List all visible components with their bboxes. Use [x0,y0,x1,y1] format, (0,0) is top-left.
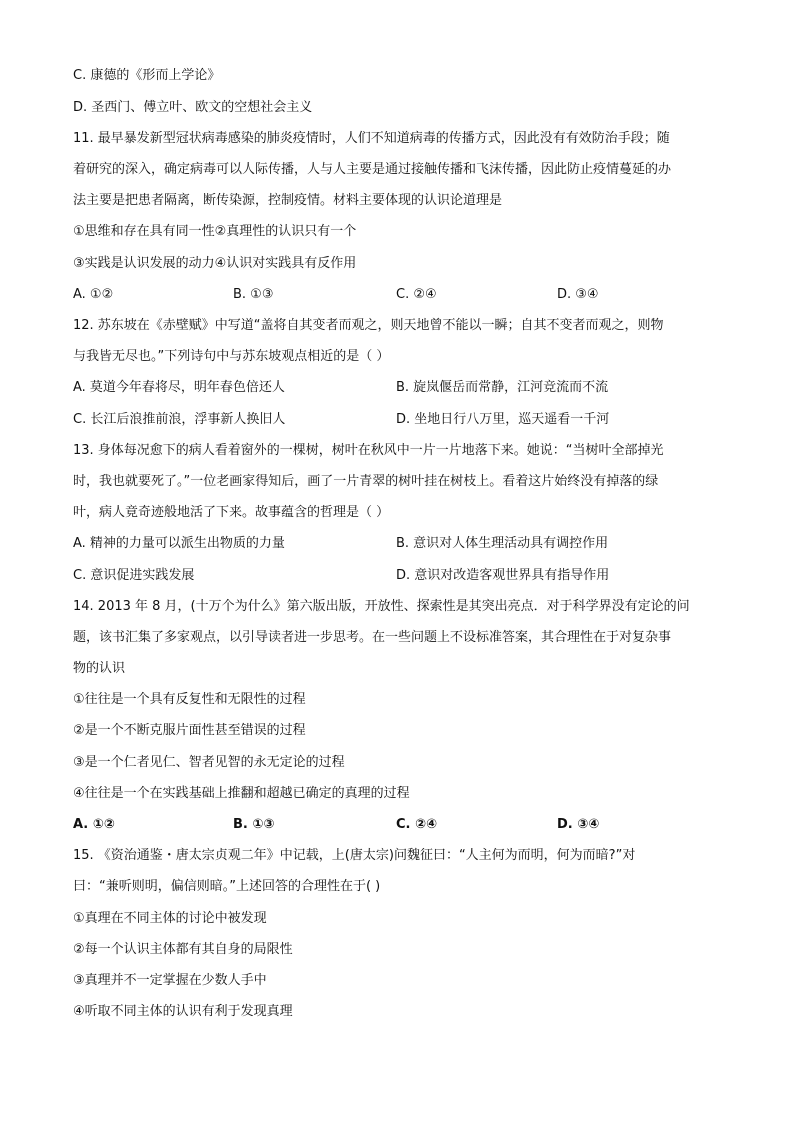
q12-stem-line: 与我皆无尽也。”下列诗句中与苏东坡观点相近的是（ ） [73,349,390,364]
q15-stem-line: 曰：“兼听则明，偏信则暗。”上述回答的合理性在于( ) [73,879,381,894]
q15-stem-line: 15. 《资治通鉴・唐太宗贞观二年》中记载，上(唐太宗)问魏征曰：“人主何为而明，何为而暗?”对 [73,848,636,863]
q14-item: ①往往是一个具有反复性和无限性的过程 [73,692,306,707]
q14-stem-line: 物的认识 [73,661,126,676]
q13-option-a: A. 精神的力量可以派生出物质的力量 [73,536,285,551]
q14-item: ②是一个不断克服片面性甚至错误的过程 [73,723,306,738]
q14-stem-line: 14. 2013 年 8 月，(十万个为什么》第六版出版，开放性、探索性是其突出亮点．对于科学界没有定论的问 [73,599,690,614]
q13-option-b: B. 意识对人体生理活动具有调控作用 [396,536,609,551]
q14-option-b: B. ①③ [233,817,275,832]
q13-stem-line: 时，我也就要死了。”一位老画家得知后，画了一片青翠的树叶挂在树枝上。看着这片始终没有掉落的绿 [73,474,659,489]
q13-option-d: D. 意识对改造客观世界具有指导作用 [396,568,610,583]
q14-item: ④往往是一个在实践基础上推翻和超越已确定的真理的过程 [73,786,410,801]
q11-stem-line: 11. 最早暴发新型冠状病毒感染的肺炎疫情时，人们不知道病毒的传播方式，因此没有有效防治手段；随 [73,131,670,146]
q11-item: ③实践是认识发展的动力④认识对实践具有反作用 [73,256,357,271]
q15-item: ③真理并不一定掌握在少数人手中 [73,973,267,988]
q11-option-c: C. ②④ [396,287,437,302]
q14-item: ③是一个仁者见仁、智者见智的永无定论的过程 [73,755,345,770]
q11-option-d: D. ③④ [557,287,599,302]
q12-option-a: A. 莫道今年春将尽，明年春色倍还人 [73,380,285,395]
q12-stem-line: 12. 苏东坡在《赤壁赋》中写道“盖将自其变者而观之，则天地曾不能以一瞬；自其不变者而观之，则物 [73,318,664,333]
q15-item: ④听取不同主体的认识有利于发现真理 [73,1004,293,1019]
q11-option-b: B. ①③ [233,287,274,302]
q11-stem-line: 着研究的深入，确定病毒可以人际传播，人与人主要是通过接触传播和飞沫传播，因此防止疫情蔓延的办 [73,162,672,177]
q12-option-c: C. 长江后浪推前浪，浮事新人换旧人 [73,412,286,427]
q10-option-c: C. 康德的《形而上学论》 [73,68,221,83]
q13-stem-line: 13. 身体每况愈下的病人看着窗外的一棵树，树叶在秋风中一片一片地落下来。她说：“当树叶全部掉光 [73,443,664,458]
q14-option-c: C. ②④ [396,817,438,832]
q12-option-b: B. 旋岚偃岳而常静，江河竞流而不流 [396,380,609,395]
q14-option-d: D. ③④ [557,817,600,832]
q11-item: ①思维和存在具有同一性②真理性的认识只有一个 [73,224,357,239]
q15-item: ①真理在不同主体的讨论中被发现 [73,911,267,926]
q14-stem-line: 题，该书汇集了多家观点，以引导读者进一步思考。在一些问题上不设标准答案，其合理性在于对复杂事 [73,630,672,645]
q13-option-c: C. 意识促进实践发展 [73,568,195,583]
q15-item: ②每一个认识主体都有其自身的局限性 [73,942,293,957]
q11-option-a: A. ①② [73,287,114,302]
q14-option-a: A. ①② [73,817,115,832]
q13-stem-line: 叶，病人竟奇迹般地活了下来。故事蕴含的哲理是（ ） [73,505,390,520]
q12-option-d: D. 坐地日行八万里，巡天遥看一千河 [396,412,610,427]
q10-option-d: D. 圣西门、傅立叶、欧文的空想社会主义 [73,100,313,115]
q11-stem-line: 法主要是把患者隔离，断传染源，控制疫情。材料主要体现的认识论道理是 [73,193,503,208]
